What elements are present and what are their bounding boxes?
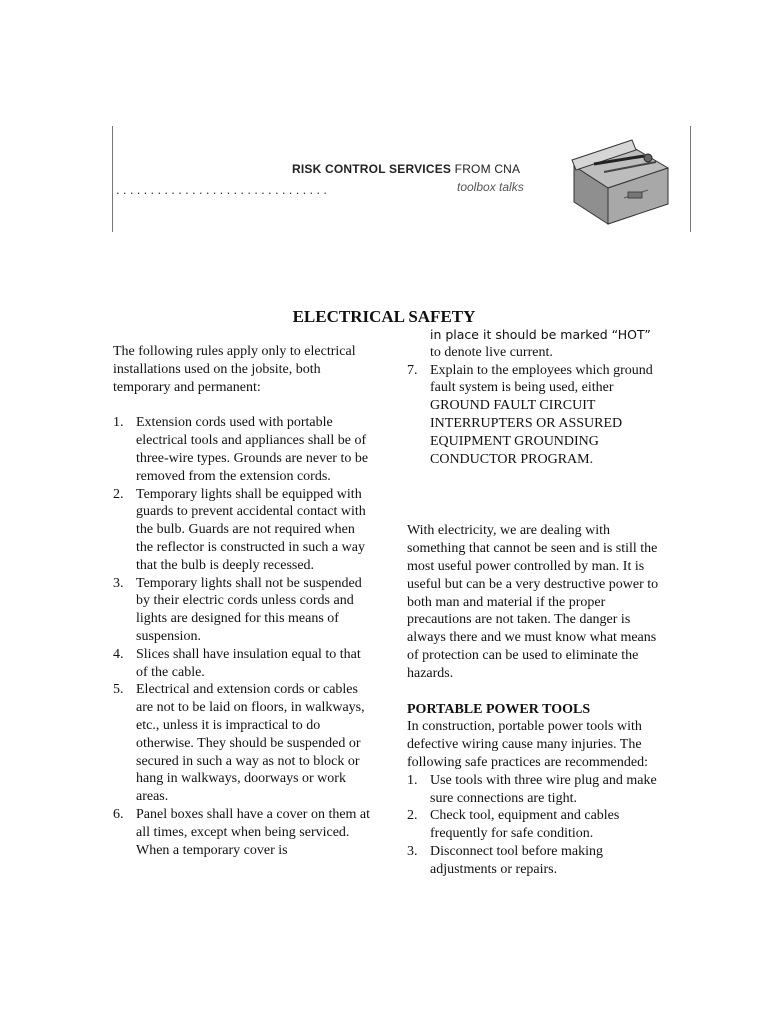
item-text: Use tools with three wire plug and make sure connections are tight. <box>430 772 657 806</box>
item-text: Slices shall have insulation equal to that of the cable. <box>136 646 361 680</box>
item-text: Temporary lights shall be equipped with guards to prevent accidental contact with the bulb. Guards are not required when the reflector is constructed in such a way that the bulb is deeply recessed. <box>136 486 366 573</box>
item-number: 7. <box>407 362 418 378</box>
toolbox-image <box>564 136 674 228</box>
intro-paragraph: The following rules apply only to electrical installations used on the jobsite, both temporary and permanent: <box>113 344 356 395</box>
list-item <box>407 772 669 808</box>
item-number: 3. <box>113 575 124 591</box>
header-right-rule <box>690 126 691 232</box>
item-text: Explain to the employees which ground fault system is being used, either GROUND FAULT CIRCUIT INTERRUPTERS OR ASSURED EQUIPMENT GROUNDING CONDUCTOR PROGRAM. <box>430 362 653 467</box>
header-left-rule <box>112 126 113 232</box>
item-text: Check tool, equipment and cables frequently for safe condition. <box>430 808 620 842</box>
item-number: 6. <box>113 806 124 822</box>
list-item <box>407 843 669 879</box>
left-column <box>113 343 375 859</box>
list-item <box>113 806 375 859</box>
item-number: 1. <box>407 772 418 788</box>
continued-line: in place it should be marked “HOT” <box>430 327 651 342</box>
list-item <box>113 575 375 646</box>
list-item <box>113 486 375 575</box>
continued-line: to denote live current. <box>430 344 553 360</box>
item-number: 2. <box>113 486 124 502</box>
brand-line <box>292 162 520 176</box>
list-item <box>113 681 375 806</box>
brand-bold: RISK CONTROL SERVICES <box>292 162 452 176</box>
header-banner <box>112 126 692 232</box>
item-text: Temporary lights shall not be suspended by their electric cords unless cords and lights are designed for this means of suspension. <box>136 575 362 644</box>
rules-list <box>113 414 375 859</box>
item-number: 2. <box>407 808 418 824</box>
section-intro: In construction, portable power tools with defective wiring cause many injuries. The following safe practices are recommended: <box>407 719 649 770</box>
dotted-rule: ............................... <box>116 182 331 197</box>
tools-list <box>407 772 669 879</box>
list-item <box>113 646 375 682</box>
subbrand-text: toolbox talks <box>457 180 524 194</box>
item-text: Extension cords used with portable electrical tools and appliances shall be of three-wire types. Grounds are never to be removed from the extension cords. <box>136 415 369 484</box>
brand-light: FROM CNA <box>451 162 521 176</box>
list-item <box>113 414 375 485</box>
section-heading: PORTABLE POWER TOOLS <box>407 701 591 717</box>
item-number: 1. <box>113 415 124 431</box>
list-item <box>407 807 669 843</box>
list-item <box>407 362 669 469</box>
item-number: 4. <box>113 646 124 662</box>
item-text: Electrical and extension cords or cables are not to be laid on floors, in walkways, etc., unless it is impractical to do otherwise. They should be suspended or secured in such a way as not to block or hang in walkways, doorways or work areas. <box>136 682 365 805</box>
page-title: ELECTRICAL SAFETY <box>292 307 476 326</box>
item-number: 5. <box>113 682 124 698</box>
item-text: Panel boxes shall have a cover on them at all times, except when being serviced. When a temporary cover is <box>136 806 371 858</box>
item-number: 3. <box>407 843 418 859</box>
rules-list-continued <box>407 362 669 469</box>
right-column <box>407 326 669 879</box>
body-paragraph: With electricity, we are dealing with something that cannot be seen and is still the most useful power controlled by man. It is useful but can be a very destructive power to both man and material if the proper precautions are not taken. The danger is always there and we must know what means of protection can be used to eliminate the hazards. <box>407 523 659 681</box>
item-text: Disconnect tool before making adjustments or repairs. <box>430 843 604 877</box>
